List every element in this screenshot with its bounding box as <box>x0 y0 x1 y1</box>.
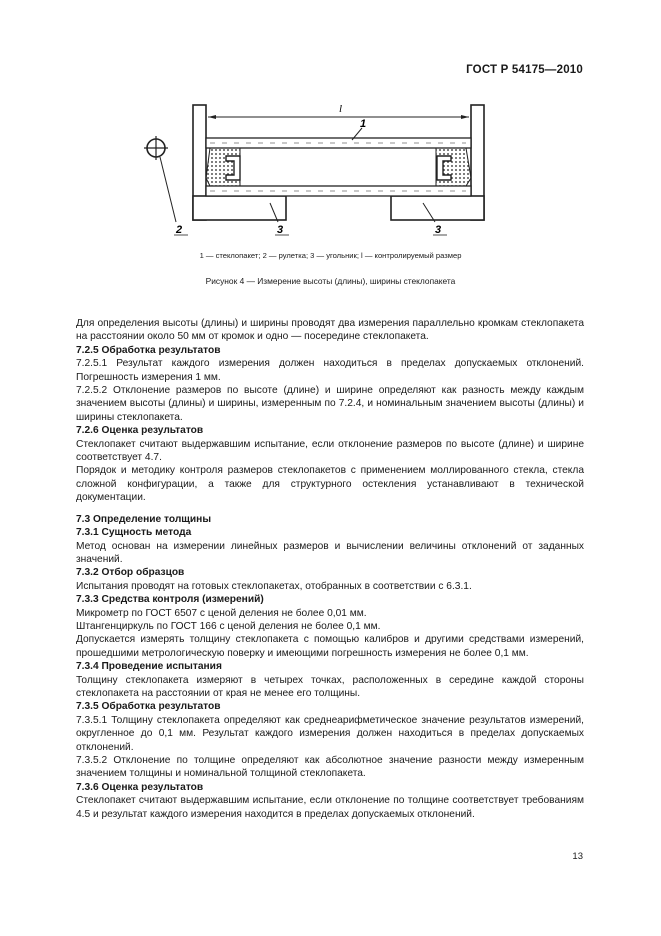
paragraph: 7.3.5.2 Отклонение по толщине определяют как абсолютное значение разности между измеренным значением толщины и номинальной толщиной стеклопакета. <box>76 755 584 780</box>
label-l: l <box>339 103 343 115</box>
paragraph: Стеклопакет считают выдержавшим испытание, если отклонение размеров по высоте (длине) и ширине соответствует 4.7. <box>76 438 584 464</box>
label-3-left: 3 <box>277 224 284 236</box>
figure-legend: 1 — стеклопакет; 2 — рулетка; 3 — угольник; l — контролируемый размер <box>199 251 462 260</box>
section-heading: 7.2.5 Обработка результатов <box>76 344 221 356</box>
label-1: 1 <box>360 118 367 130</box>
paragraph: Для определения высоты (длины) и ширины проводят два измерения параллельно кромкам стеклопакета на расстоянии около 50 мм от кромок и одно — посередине стеклопакета. <box>76 318 584 343</box>
dimension-arrow-left <box>208 115 216 119</box>
body-text <box>76 317 584 821</box>
paragraph: Метод основан на измерении линейных размеров и вычислении величины отклонений от заданных значений. <box>76 540 584 565</box>
glass-pane-top <box>206 138 471 148</box>
section-heading: 7.3.6 Оценка результатов <box>76 781 204 793</box>
paragraph: Порядок и методику контроля размеров стеклопакетов с применением моллированного стекла, стекла сложной конфигурации, а также для структурного остекления устанавливают в технической документации. <box>76 465 584 504</box>
right-square-base <box>391 196 484 220</box>
section-heading: 7.3.4 Проведение испытания <box>76 661 222 673</box>
paragraph: Микрометр по ГОСТ 6507 с ценой деления не более 0,01 мм. <box>76 607 367 619</box>
paragraph: Допускается измерять толщину стеклопакета с помощью калибров и другими средствами измерений, прошедшими метрологическую поверку и имеющими погрешность измерения не более 0,1 мм. <box>76 634 584 659</box>
paragraph: 7.2.5.1 Результат каждого измерения должен находиться в пределах допускаемых отклонений. Погрешность измерения 1 мм. <box>76 358 584 383</box>
paragraph: Штангенциркуль по ГОСТ 166 с ценой деления не более 0,1 мм. <box>76 620 381 632</box>
paragraph: Стеклопакет считают выдержавшим испытание, если отклонение по толщине соответствует требованиям 4.5 и результат каждого измерения находится в пределах допускаемых отклонений. <box>76 795 584 820</box>
section-heading: 7.3.2 Отбор образцов <box>76 567 185 579</box>
paragraph: Испытания проводят на готовых стеклопакетах, отобранных в соответствии с 6.3.1. <box>76 580 472 592</box>
document-header: ГОСТ Р 54175—2010 <box>466 64 583 76</box>
paragraph: Толщину стеклопакета измеряют в четырех точках, расположенных в середине каждой стороны стеклопакета на расстоянии от края не менее его толщины. <box>76 674 584 699</box>
label-3-right: 3 <box>435 224 442 236</box>
label-2: 2 <box>176 224 183 236</box>
section-heading: 7.2.6 Оценка результатов <box>76 425 204 437</box>
figure-caption: Рисунок 4 — Измерение высоты (длины), ширины стеклопакета <box>205 276 456 286</box>
measurement-figure <box>130 100 490 240</box>
dimension-arrow-right <box>461 115 469 119</box>
section-heading: 7.3.1 Сущность метода <box>76 527 192 539</box>
paragraph: 7.2.5.2 Отклонение размеров по высоте (длине) и ширине определяют как разность между каждым значением высоты (длины) и ширины, измеренным по 7.2.4, и номинальным значением высоты (длины) и ширины стеклопакета. <box>76 385 584 423</box>
section-heading: 7.3.3 Средства контроля (измерений) <box>76 594 264 606</box>
section-heading: 7.3.5 Обработка результатов <box>76 701 221 713</box>
paragraph: 7.3.5.1 Толщину стеклопакета определяют как среднеарифметическое значение результатов измерений, округленное до 0,1 мм. Результат каждого измерения должен находиться в пределах допускаемых отклонений. <box>76 714 584 753</box>
glass-pane-bottom <box>206 186 471 196</box>
page-number: 13 <box>572 851 583 862</box>
section-heading: 7.3 Определение толщины <box>76 513 212 525</box>
